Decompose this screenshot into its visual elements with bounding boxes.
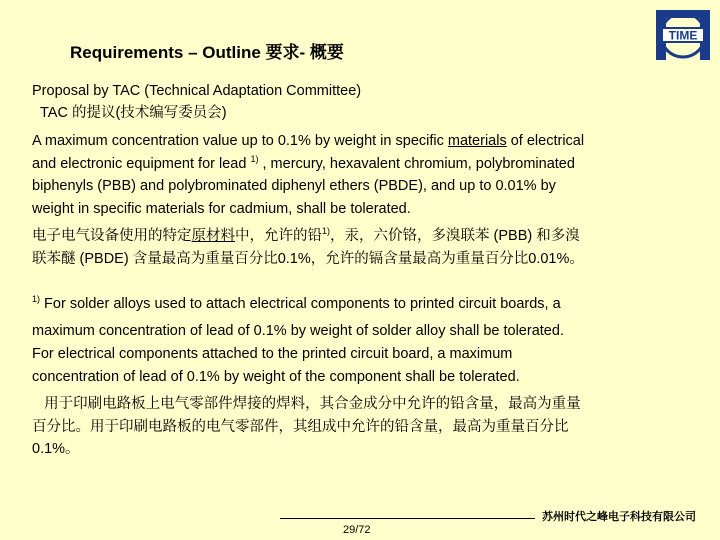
- note-paragraph-2: [32, 343, 520, 388]
- note-line-3: For electrical components attached to the printed circuit board, a maximum: [32, 346, 513, 362]
- note-cn-paragraph: [32, 393, 581, 461]
- note-line-4: concentration of lead of 0.1% by weight of the component shall be tolerated.: [32, 368, 520, 385]
- materials-link: materials: [447, 133, 507, 149]
- logo-text: TIME: [668, 28, 698, 43]
- en-line-3: biphenyls (PBB) and polybrominated diphenyl ethers (PBDE), and up to 0.01% by: [32, 178, 556, 194]
- cn-paragraph: [32, 225, 584, 270]
- time-logo-icon: [650, 6, 716, 64]
- proposal-cn: TAC 的提议(技术编写委员会): [40, 105, 227, 121]
- note-cn-line-2: 百分比。用于印刷电路板的电气零部件，其组成中允许的铅含量，最高为重量百分比: [32, 418, 569, 435]
- en-line-2: and electronic equipment for lead $^{1)}$ , mercury, hexavalent chromium, polybrominated: [32, 153, 575, 172]
- footer-divider: [280, 518, 535, 519]
- en-line-4: weight in specific materials for cadmium, shall be tolerated.: [32, 200, 411, 217]
- footnote-marker: 1): [250, 153, 259, 164]
- en-line-1: A maximum concentration value up to 0.1% by weight in specific materials of electrical: [32, 133, 585, 149]
- note-cn-line-3: 0.1%。: [32, 441, 80, 457]
- page-number: 29/72: [343, 524, 371, 536]
- note-cn-line-1: 用于印刷电路板上电气零部件焊接的焊料，其合金成分中允许的铅含量，最高为重量: [32, 396, 581, 412]
- cn-line-1: 电子电气设备使用的特定原材料中，允许的铅$^{1)}$，汞，六价铬，多溴联苯 (PBB) 和多溴: [32, 226, 580, 244]
- note-line-2: maximum concentration of lead of 0.1% by weight of solder alloy shall be tolerated.: [32, 323, 564, 339]
- cn-line-2: 联苯醚 (PBDE) 含量最高为重量百分比0.1%，允许的镉含量最高为重量百分比0.01%。: [32, 250, 584, 267]
- note-paragraph: [32, 291, 564, 345]
- proposal-en: Proposal by TAC (Technical Adaptation Committee): [32, 83, 362, 99]
- company-name: 苏州时代之峰电子科技有限公司: [542, 511, 696, 523]
- slide-title: Requirements – Outline 要求- 概要: [70, 43, 344, 62]
- en-paragraph: [32, 130, 584, 220]
- note-line-1: $^{1)}$ For solder alloys used to attach electrical components to printed circuit boards, a: [32, 294, 561, 312]
